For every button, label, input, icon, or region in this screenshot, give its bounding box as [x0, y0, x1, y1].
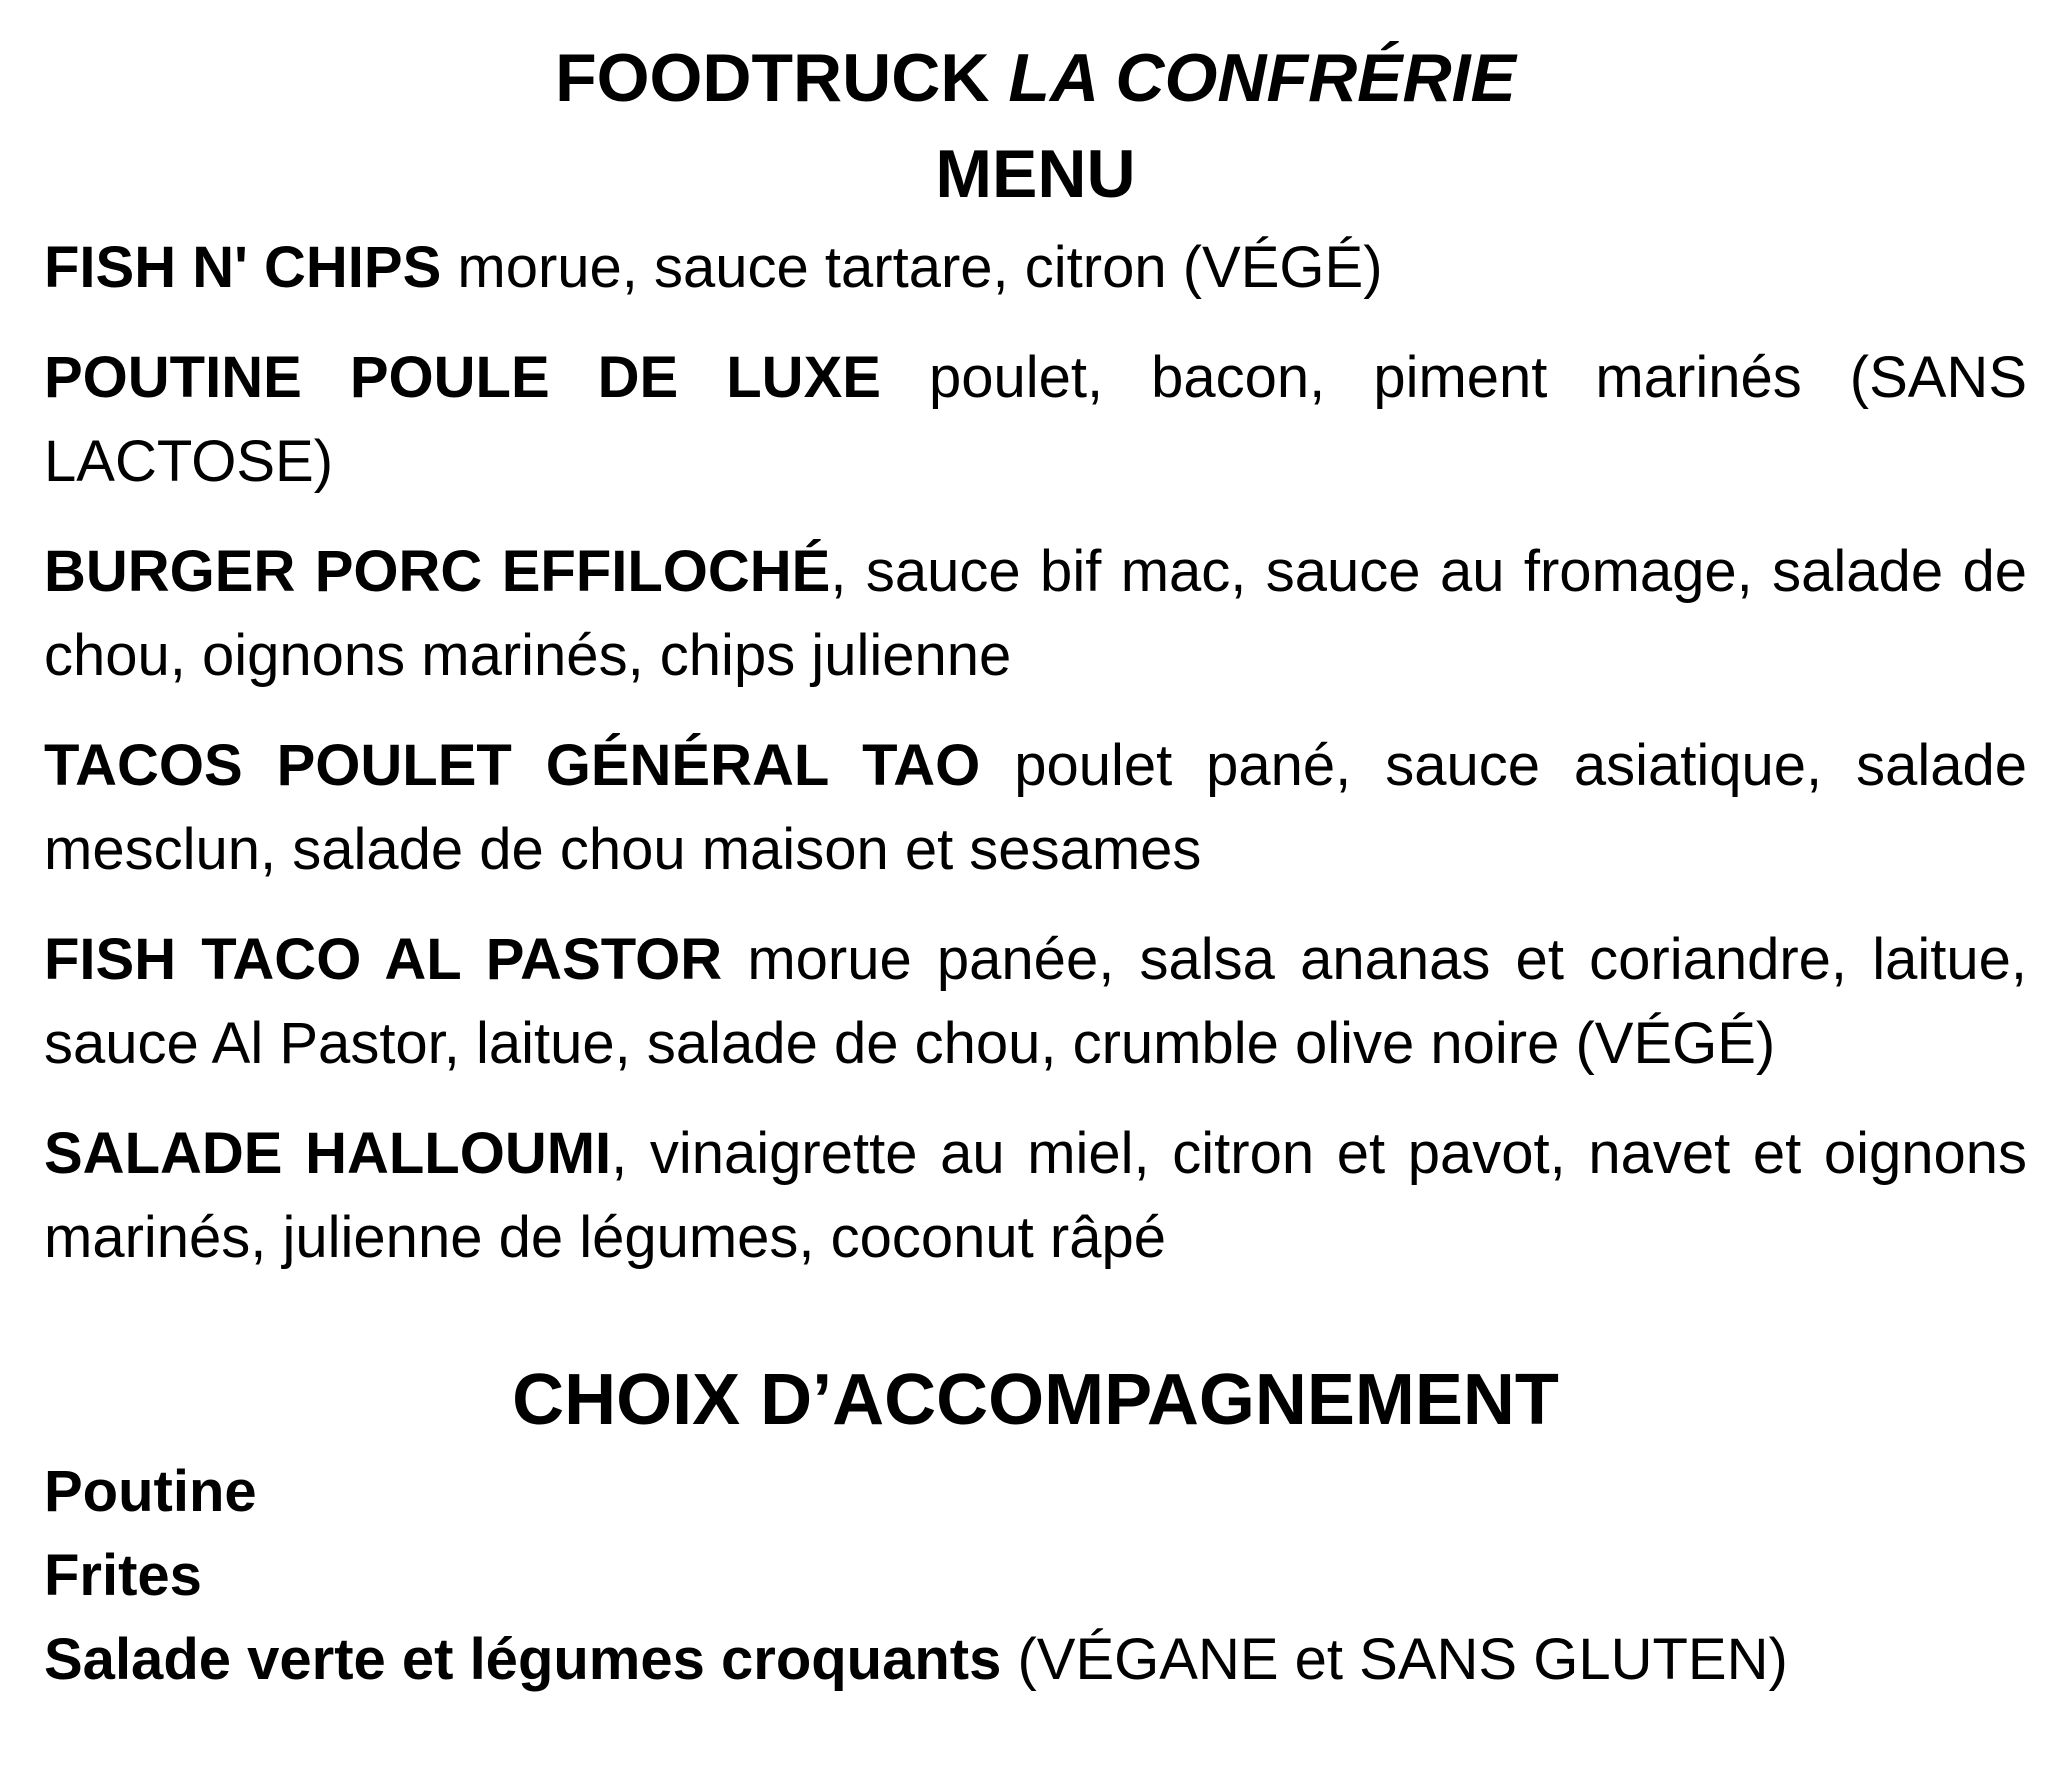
menu-item-description: morue panée, salsa ananas et coriandre, laitue, sauce Al Pastor, laitue, salade de chou, crumble olive noire (VÉGÉ): [44, 927, 2027, 1076]
title-prefix: FOODTRUCK: [555, 40, 990, 116]
menu-page: [44, 30, 2027, 1702]
menu-item-description: , sauce bif mac, sauce au fromage, salade de chou, oignons marinés, chips julienne: [44, 539, 2027, 688]
side-item: [44, 1534, 2027, 1618]
menu-item-name: POUTINE POULE DE LUXE: [44, 345, 881, 410]
menu-header: [44, 30, 2027, 222]
menu-item: [44, 336, 2027, 504]
title-italic: LA CONFRÉRIE: [1008, 40, 1516, 116]
side-item-note: (VÉGANE et SANS GLUTEN): [1001, 1627, 1788, 1692]
menu-item: [44, 918, 2027, 1086]
menu-item-description: poulet, bacon, piment marinés (SANS LACTOSE): [44, 345, 2028, 494]
side-item-name: Salade verte et légumes croquants: [44, 1627, 1002, 1692]
menu-item-name: BURGER PORC EFFILOCHÉ: [44, 539, 831, 604]
side-item: [44, 1450, 2027, 1534]
menu-item: [44, 724, 2027, 892]
sides-title: CHOIX D’ACCOMPAGNEMENT: [512, 1360, 1559, 1440]
menu-item-name: SALADE HALLOUMI: [44, 1121, 612, 1186]
menu-item-name: TACOS POULET GÉNÉRAL TAO: [44, 733, 981, 798]
sides-list: [44, 1450, 2027, 1702]
side-item-name: Frites: [44, 1543, 202, 1608]
menu-item-description: morue, sauce tartare, citron (VÉGÉ): [441, 235, 1383, 300]
side-item-name: Poutine: [44, 1459, 257, 1524]
menu-item-description: , vinaigrette au miel, citron et pavot, navet et oignons marinés, julienne de légumes, coconut râpé: [44, 1121, 2027, 1270]
page-subtitle: MENU: [935, 136, 1136, 212]
menu-item-name: FISH N' CHIPS: [44, 235, 442, 300]
menu-item-name: FISH TACO AL PASTOR: [44, 927, 723, 992]
menu-list: [44, 226, 2027, 1280]
side-item: [44, 1618, 2027, 1702]
page-title: [44, 30, 2027, 126]
menu-item: [44, 530, 2027, 698]
menu-item: [44, 1112, 2027, 1280]
menu-item-description: poulet pané, sauce asiatique, salade mesclun, salade de chou maison et sesames: [44, 733, 2027, 882]
menu-item: [44, 226, 2027, 310]
